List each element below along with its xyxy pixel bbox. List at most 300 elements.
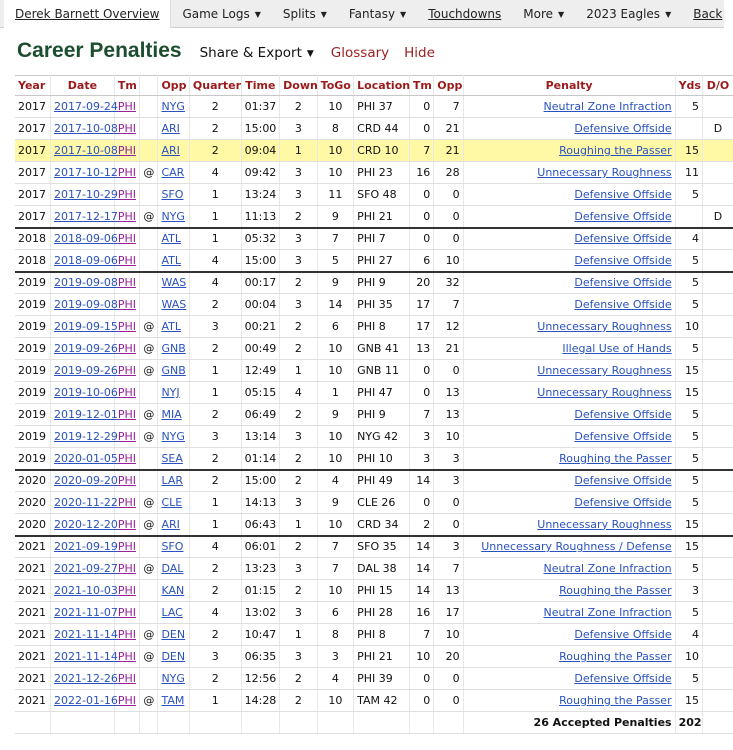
team-link-text[interactable]: PHI xyxy=(117,276,137,290)
date-link[interactable] xyxy=(50,316,118,338)
time-cell: 06:43 xyxy=(241,514,280,536)
togo-cell: 10 xyxy=(317,140,354,162)
opp-score-cell: 3 xyxy=(434,448,463,470)
date-link[interactable] xyxy=(50,272,118,294)
opponent-link-text[interactable]: ATL xyxy=(161,232,181,246)
team-link-text[interactable]: PHI xyxy=(117,517,137,531)
date-link[interactable] xyxy=(50,536,118,558)
team-link-text[interactable]: PHI xyxy=(117,144,137,157)
nav-item-2023-eagles[interactable] xyxy=(575,0,682,28)
date-link[interactable] xyxy=(50,448,118,470)
penalty-link-text[interactable]: Neutral Zone Infraction xyxy=(543,606,672,619)
year-cell: 2020 xyxy=(15,514,50,536)
team-link[interactable] xyxy=(114,646,139,668)
date-link-text[interactable]: 2017-12-17 xyxy=(53,209,118,223)
team-link-text[interactable]: PHI xyxy=(117,298,137,311)
opponent-link-text[interactable]: WAS xyxy=(161,298,187,311)
nav-item-game-logs[interactable] xyxy=(171,0,271,28)
opponent-link-text[interactable]: ARI xyxy=(161,144,180,157)
penalty-link-text[interactable]: Defensive Offside xyxy=(574,408,672,421)
penalty-link-text[interactable]: Unnecessary Roughness xyxy=(537,364,672,377)
team-link[interactable] xyxy=(114,624,139,646)
opponent-link[interactable] xyxy=(158,228,189,250)
opponent-link[interactable] xyxy=(158,514,189,536)
team-link[interactable] xyxy=(114,228,139,250)
team-link[interactable] xyxy=(114,118,139,140)
location-cell: PHI 9 xyxy=(354,272,410,294)
opponent-link-text[interactable]: KAN xyxy=(161,584,185,597)
opponent-link-text[interactable]: SEA xyxy=(161,451,183,465)
date-link-text[interactable]: 2017-10-08 xyxy=(53,144,118,157)
opponent-link[interactable] xyxy=(158,206,189,228)
opponent-link[interactable] xyxy=(158,470,189,492)
opponent-link-text[interactable]: GNB xyxy=(161,342,186,355)
date-link-text[interactable]: 2018-09-06 xyxy=(53,253,118,267)
team-link-text[interactable]: PHI xyxy=(117,540,137,554)
penalty-link-text[interactable]: Unnecessary Roughness / Defense xyxy=(481,540,672,554)
down-cell: 2 xyxy=(280,580,318,602)
opponent-link[interactable] xyxy=(158,426,189,448)
total-empty-cell xyxy=(241,712,280,734)
team-link-text[interactable]: PHI xyxy=(117,100,137,113)
table-row xyxy=(15,272,733,294)
opponent-link[interactable] xyxy=(158,624,189,646)
date-link[interactable] xyxy=(50,404,118,426)
opponent-link[interactable] xyxy=(158,492,189,514)
opponent-link[interactable] xyxy=(158,404,189,426)
date-link[interactable] xyxy=(50,646,118,668)
team-link[interactable] xyxy=(114,360,139,382)
opponent-link[interactable] xyxy=(158,118,189,140)
penalty-link-text[interactable]: Defensive Offside xyxy=(574,628,672,641)
down-cell: 1 xyxy=(280,360,318,382)
date-link[interactable] xyxy=(50,206,118,228)
opponent-link[interactable] xyxy=(158,360,189,382)
opponent-link-text[interactable]: TAM xyxy=(161,694,185,707)
nav-item-label: Fantasy xyxy=(348,6,396,21)
do-cell xyxy=(702,646,733,668)
team-link[interactable] xyxy=(114,382,139,404)
penalty-link-text[interactable]: Defensive Offside xyxy=(574,430,672,443)
team-link[interactable] xyxy=(114,448,139,470)
penalty-link-text[interactable]: Neutral Zone Infraction xyxy=(543,562,672,575)
date-link[interactable] xyxy=(50,602,118,624)
date-link-text[interactable]: 2019-09-15 xyxy=(53,320,118,333)
penalty-link-text[interactable]: Roughing the Passer xyxy=(559,584,672,597)
date-link-text[interactable]: 2021-09-27 xyxy=(53,562,118,575)
penalty-link[interactable] xyxy=(463,140,675,162)
date-link-text[interactable]: 2020-01-05 xyxy=(53,451,118,465)
glossary-link[interactable]: Glossary xyxy=(330,45,390,61)
date-link[interactable] xyxy=(50,382,118,404)
date-link[interactable] xyxy=(50,624,118,646)
date-link[interactable] xyxy=(50,558,118,580)
location-cell: SFO 48 xyxy=(354,184,410,206)
opponent-link[interactable] xyxy=(158,162,189,184)
opponent-link-text[interactable]: ARI xyxy=(161,517,180,531)
team-link[interactable] xyxy=(114,316,139,338)
quarter-cell: 2 xyxy=(189,448,241,470)
opponent-link[interactable] xyxy=(158,382,189,404)
column-header[interactable]: Tm xyxy=(114,76,139,96)
opponent-link[interactable] xyxy=(158,602,189,624)
column-header[interactable]: Opp xyxy=(158,76,189,96)
year-cell: 2020 xyxy=(15,492,50,514)
column-header[interactable]: Down xyxy=(280,76,318,96)
team-link-text[interactable]: PHI xyxy=(117,253,137,267)
team-link[interactable] xyxy=(114,294,139,316)
time-cell: 12:56 xyxy=(241,668,280,690)
date-link[interactable] xyxy=(50,514,118,536)
team-link[interactable] xyxy=(114,404,139,426)
date-link[interactable] xyxy=(50,580,118,602)
team-link-text[interactable]: PHI xyxy=(117,320,137,333)
team-link[interactable] xyxy=(114,492,139,514)
team-link-text[interactable]: PHI xyxy=(117,122,137,135)
penalty-link[interactable] xyxy=(463,448,675,470)
opponent-link-text[interactable]: NYG xyxy=(161,209,185,223)
date-link[interactable] xyxy=(50,492,118,514)
team-link[interactable] xyxy=(114,162,139,184)
opponent-link-text[interactable]: ATL xyxy=(161,253,181,267)
opponent-link-text[interactable]: GNB xyxy=(161,364,186,377)
column-header[interactable]: Quarter xyxy=(189,76,241,96)
column-header[interactable]: Location xyxy=(354,76,410,96)
nav-item-derek-barnett-overview[interactable] xyxy=(4,0,171,28)
date-link-text[interactable]: 2021-11-07 xyxy=(53,606,118,619)
team-link[interactable] xyxy=(114,96,139,118)
date-link-text[interactable]: 2022-01-16 xyxy=(53,694,118,707)
team-link[interactable] xyxy=(114,536,139,558)
opponent-link-text[interactable]: NYG xyxy=(161,430,185,443)
opp-score-cell: 0 xyxy=(434,514,463,536)
opponent-link[interactable] xyxy=(158,580,189,602)
column-header[interactable]: Tm xyxy=(409,76,433,96)
date-link[interactable] xyxy=(50,118,118,140)
opponent-link[interactable] xyxy=(158,690,189,712)
date-link-text[interactable]: 2020-09-20 xyxy=(53,474,118,488)
nav-item-fantasy[interactable] xyxy=(338,0,417,28)
quarter-cell: 2 xyxy=(189,338,241,360)
penalty-link-text[interactable]: Defensive Offside xyxy=(574,298,672,311)
date-link-text[interactable]: 2021-11-14 xyxy=(53,650,118,663)
penalty-link[interactable] xyxy=(463,360,675,382)
penalty-link[interactable] xyxy=(463,558,675,580)
column-header[interactable] xyxy=(140,76,158,96)
date-link-text[interactable]: 2019-09-26 xyxy=(53,342,118,355)
team-score-cell: 10 xyxy=(409,646,433,668)
at-cell: @ xyxy=(140,514,158,536)
date-link-text[interactable]: 2019-09-08 xyxy=(53,298,118,311)
date-link[interactable] xyxy=(50,360,118,382)
team-link-text[interactable]: PHI xyxy=(117,364,137,377)
opponent-link-text[interactable]: DEN xyxy=(161,650,186,663)
penalty-link-text[interactable]: Defensive Offside xyxy=(574,276,672,290)
team-link[interactable] xyxy=(114,184,139,206)
penalty-link[interactable] xyxy=(463,228,675,250)
penalty-link[interactable] xyxy=(463,206,675,228)
penalty-link[interactable] xyxy=(463,382,675,404)
team-link-text[interactable]: PHI xyxy=(117,584,137,597)
date-link-text[interactable]: 2021-10-03 xyxy=(53,584,118,597)
location-cell: PHI 28 xyxy=(354,602,410,624)
opponent-link[interactable] xyxy=(158,646,189,668)
date-link-text[interactable]: 2019-12-01 xyxy=(53,408,118,421)
date-link[interactable] xyxy=(50,690,118,712)
opponent-link[interactable] xyxy=(158,668,189,690)
team-link-text[interactable]: PHI xyxy=(117,209,137,223)
penalty-link-text[interactable]: Defensive Offside xyxy=(574,232,672,246)
team-link[interactable] xyxy=(114,580,139,602)
down-cell: 1 xyxy=(280,514,318,536)
opponent-link-text[interactable]: CLE xyxy=(161,496,183,509)
penalty-link[interactable] xyxy=(463,492,675,514)
team-link[interactable] xyxy=(114,558,139,580)
team-link[interactable] xyxy=(114,426,139,448)
team-link[interactable] xyxy=(114,140,139,162)
team-link-text[interactable]: PHI xyxy=(117,628,137,641)
nav-item-touchdowns[interactable] xyxy=(417,0,512,28)
opponent-link-text[interactable]: WAS xyxy=(161,276,187,290)
penalty-link[interactable] xyxy=(463,580,675,602)
opponent-link[interactable] xyxy=(158,448,189,470)
column-header[interactable]: D/O xyxy=(702,76,733,96)
table-row xyxy=(15,338,733,360)
date-link-text[interactable]: 2018-09-06 xyxy=(53,232,118,246)
penalty-link[interactable] xyxy=(463,668,675,690)
opponent-link[interactable] xyxy=(158,294,189,316)
team-link[interactable] xyxy=(114,602,139,624)
penalty-link-text[interactable]: Roughing the Passer xyxy=(559,451,672,465)
team-link-text[interactable]: PHI xyxy=(117,496,137,509)
penalty-link-text[interactable]: Unnecessary Roughness xyxy=(537,386,672,399)
penalty-link[interactable] xyxy=(463,294,675,316)
date-link-text[interactable]: 2019-10-06 xyxy=(53,386,118,399)
team-link-text[interactable]: PHI xyxy=(117,166,137,179)
date-link-text[interactable]: 2021-09-19 xyxy=(53,540,118,554)
at-cell xyxy=(140,448,158,470)
penalty-link[interactable] xyxy=(463,470,675,492)
opponent-link[interactable] xyxy=(158,250,189,272)
penalty-link-text[interactable]: Unnecessary Roughness xyxy=(537,320,672,333)
opponent-link-text[interactable]: SFO xyxy=(161,188,184,201)
team-link[interactable] xyxy=(114,338,139,360)
penalty-link[interactable] xyxy=(463,162,675,184)
penalty-link-text[interactable]: Defensive Offside xyxy=(574,474,672,488)
do-cell xyxy=(702,624,733,646)
team-link[interactable] xyxy=(114,514,139,536)
location-cell: PHI 10 xyxy=(354,448,410,470)
penalty-link[interactable] xyxy=(463,316,675,338)
date-link[interactable] xyxy=(50,228,118,250)
hide-link[interactable]: Hide xyxy=(404,45,435,61)
team-link-text[interactable]: PHI xyxy=(117,188,137,201)
penalty-link-text[interactable]: Defensive Offside xyxy=(574,122,672,135)
penalty-link-text[interactable]: Illegal Use of Hands xyxy=(562,342,672,355)
penalty-link-text[interactable]: Roughing the Passer xyxy=(559,144,672,157)
at-cell xyxy=(140,668,158,690)
penalty-link-text[interactable]: Defensive Offside xyxy=(574,253,672,267)
opponent-link-text[interactable]: DEN xyxy=(161,628,186,641)
team-link[interactable] xyxy=(114,250,139,272)
penalty-link-text[interactable]: Defensive Offside xyxy=(574,188,672,201)
year-cell: 2021 xyxy=(15,580,50,602)
penalty-link-text[interactable]: Defensive Offside xyxy=(574,209,672,223)
time-cell: 14:28 xyxy=(241,690,280,712)
penalty-link[interactable] xyxy=(463,514,675,536)
penalty-link[interactable] xyxy=(463,602,675,624)
penalty-link-text[interactable]: Unnecessary Roughness xyxy=(537,166,672,179)
opponent-link-text[interactable]: NYJ xyxy=(161,386,180,399)
opponent-link[interactable] xyxy=(158,536,189,558)
opponent-link[interactable] xyxy=(158,184,189,206)
date-link[interactable] xyxy=(50,250,118,272)
team-link[interactable] xyxy=(114,272,139,294)
team-score-cell: 0 xyxy=(409,668,433,690)
team-score-cell: 3 xyxy=(409,448,433,470)
penalty-link[interactable] xyxy=(463,624,675,646)
togo-cell: 1 xyxy=(317,382,354,404)
penalty-link[interactable] xyxy=(463,690,675,712)
opponent-link-text[interactable]: NYG xyxy=(161,100,185,113)
year-cell: 2018 xyxy=(15,228,50,250)
date-link[interactable] xyxy=(50,162,118,184)
team-score-cell: 0 xyxy=(409,206,433,228)
team-link-text[interactable]: PHI xyxy=(117,408,137,421)
team-link-text[interactable]: PHI xyxy=(117,562,137,575)
column-header[interactable]: ToGo xyxy=(317,76,354,96)
team-link-text[interactable]: PHI xyxy=(117,672,137,685)
nav-item-back[interactable] xyxy=(682,0,733,28)
total-empty-cell xyxy=(354,712,410,734)
team-link-text[interactable]: PHI xyxy=(117,386,137,399)
team-link-text[interactable]: PHI xyxy=(117,694,137,707)
penalty-link[interactable] xyxy=(463,536,675,558)
penalty-link-text[interactable]: Defensive Offside xyxy=(574,496,672,509)
nav-item-more[interactable] xyxy=(512,0,575,28)
total-row xyxy=(15,712,733,734)
column-header[interactable]: Penalty xyxy=(463,76,675,96)
penalty-link[interactable] xyxy=(463,646,675,668)
penalty-link[interactable] xyxy=(463,250,675,272)
quarter-cell: 1 xyxy=(189,184,241,206)
table-row xyxy=(15,360,733,382)
penalty-link-text[interactable]: Defensive Offside xyxy=(574,672,672,685)
opponent-link-text[interactable]: LAR xyxy=(161,474,184,488)
team-link[interactable] xyxy=(114,206,139,228)
opponent-link[interactable] xyxy=(158,558,189,580)
date-link-text[interactable]: 2019-09-26 xyxy=(53,364,118,377)
team-link-text[interactable]: PHI xyxy=(117,232,137,246)
column-header[interactable]: Date xyxy=(50,76,114,96)
opponent-link-text[interactable]: DAL xyxy=(161,562,184,575)
date-link-text[interactable]: 2020-12-20 xyxy=(53,517,118,531)
penalty-link[interactable] xyxy=(463,272,675,294)
date-link[interactable] xyxy=(50,184,118,206)
penalty-link[interactable] xyxy=(463,96,675,118)
team-link-text[interactable]: PHI xyxy=(117,451,137,465)
opp-score-cell: 0 xyxy=(434,492,463,514)
penalty-link[interactable] xyxy=(463,426,675,448)
penalty-link[interactable] xyxy=(463,404,675,426)
quarter-cell: 2 xyxy=(189,140,241,162)
team-link[interactable] xyxy=(114,668,139,690)
penalty-link[interactable] xyxy=(463,184,675,206)
date-link-text[interactable]: 2021-11-14 xyxy=(53,628,118,641)
team-link-text[interactable]: PHI xyxy=(117,650,137,663)
column-header[interactable]: Time xyxy=(241,76,280,96)
date-link[interactable] xyxy=(50,140,118,162)
opponent-link[interactable] xyxy=(158,338,189,360)
penalty-link[interactable] xyxy=(463,118,675,140)
at-cell xyxy=(140,228,158,250)
opponent-link-text[interactable]: CAR xyxy=(161,166,185,179)
team-link[interactable] xyxy=(114,470,139,492)
team-link-text[interactable]: PHI xyxy=(117,342,137,355)
quarter-cell: 1 xyxy=(189,228,241,250)
opponent-link[interactable] xyxy=(158,316,189,338)
date-link[interactable] xyxy=(50,294,118,316)
date-link-text[interactable]: 2017-10-12 xyxy=(53,166,118,179)
penalty-link[interactable] xyxy=(463,338,675,360)
date-link-text[interactable]: 2019-12-29 xyxy=(53,430,118,443)
year-cell: 2017 xyxy=(15,162,50,184)
share-export-menu[interactable] xyxy=(200,45,314,61)
date-link-text[interactable]: 2017-09-24 xyxy=(53,100,118,113)
column-header[interactable]: Opp xyxy=(434,76,463,96)
total-empty-cell xyxy=(317,712,354,734)
opponent-link-text[interactable]: NYG xyxy=(161,672,185,685)
team-link-text[interactable]: PHI xyxy=(117,474,137,488)
table-row xyxy=(15,558,733,580)
date-link-text[interactable]: 2021-12-26 xyxy=(53,672,118,685)
date-link-text[interactable]: 2020-11-22 xyxy=(53,496,118,509)
opponent-link-text[interactable]: MIA xyxy=(161,408,182,421)
date-link[interactable] xyxy=(50,426,118,448)
nav-item-splits[interactable] xyxy=(272,0,338,28)
down-cell: 2 xyxy=(280,668,318,690)
opponent-link-text[interactable]: ATL xyxy=(161,320,181,333)
column-header[interactable]: Year xyxy=(15,76,50,96)
opponent-link-text[interactable]: LAC xyxy=(161,606,183,619)
team-link[interactable] xyxy=(114,690,139,712)
opponent-link[interactable] xyxy=(158,272,189,294)
down-cell: 3 xyxy=(280,646,318,668)
date-link-text[interactable]: 2017-10-08 xyxy=(53,122,118,135)
date-link-text[interactable]: 2019-09-08 xyxy=(53,276,118,290)
penalty-link-text[interactable]: Unnecessary Roughness xyxy=(537,517,672,531)
penalty-link-text[interactable]: Roughing the Passer xyxy=(559,650,672,663)
at-cell xyxy=(140,382,158,404)
do-cell xyxy=(702,140,733,162)
opponent-link-text[interactable]: ARI xyxy=(161,122,180,135)
date-link[interactable] xyxy=(50,470,118,492)
quarter-cell: 4 xyxy=(189,536,241,558)
team-link-text[interactable]: PHI xyxy=(117,606,137,619)
date-link-text[interactable]: 2017-10-29 xyxy=(53,188,118,201)
date-link[interactable] xyxy=(50,96,118,118)
penalty-link-text[interactable]: Roughing the Passer xyxy=(559,694,672,707)
date-link[interactable] xyxy=(50,338,118,360)
column-header[interactable]: Yds xyxy=(675,76,702,96)
opponent-link[interactable] xyxy=(158,96,189,118)
opponent-link[interactable] xyxy=(158,140,189,162)
team-score-cell: 7 xyxy=(409,624,433,646)
team-link-text[interactable]: PHI xyxy=(117,430,137,443)
date-link[interactable] xyxy=(50,668,118,690)
penalty-link-text[interactable]: Neutral Zone Infraction xyxy=(543,100,672,113)
opponent-link-text[interactable]: SFO xyxy=(161,540,184,554)
